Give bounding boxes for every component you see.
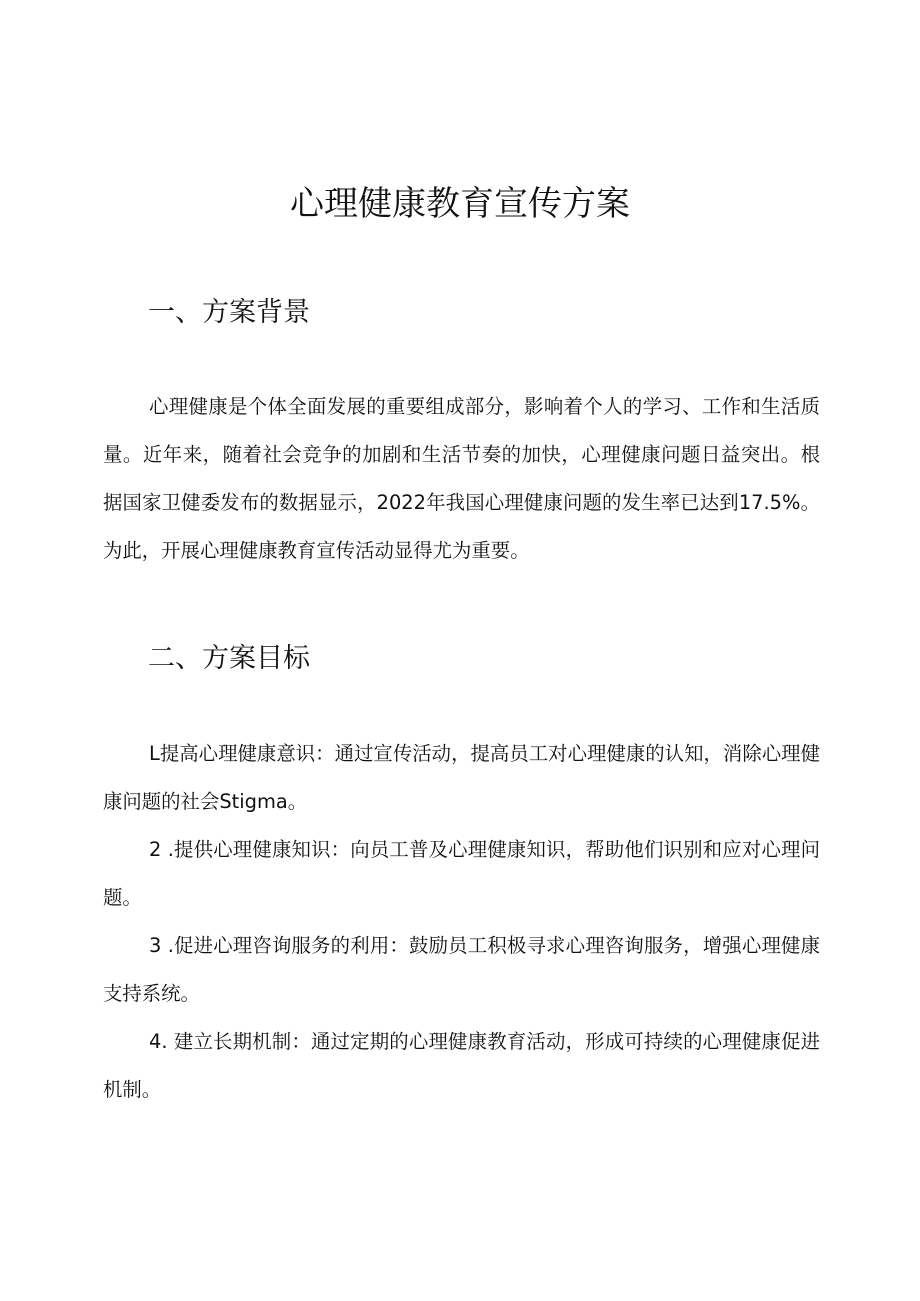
goal-item-4: 4. 建立长期机制：通过定期的心理健康教育活动，形成可持续的心理健康促进机制。 <box>103 1030 820 1101</box>
section-heading-background: 一、方案背景 <box>148 297 310 328</box>
goal-item-2: 2 .提供心理健康知识：向员工普及心理健康知识，帮助他们识别和应对心理问题。 <box>103 838 820 909</box>
document-title: 心理健康教育宣传方案 <box>290 184 630 224</box>
goal-item-1: L提高心理健康意识：通过宣传活动，提高员工对心理健康的认知，消除心理健康问题的社会Stigma。 <box>103 742 820 813</box>
background-paragraph: 心理健康是个体全面发展的重要组成部分，影响着个人的学习、工作和生活质量。近年来，随着社会竞争的加剧和生活节奏的加快，心理健康问题日益突出。根据国家卫健委发布的数据显示，2022年我国心理健康问题的发生率已达到17.5%。为此，开展心理健康教育宣传活动显得尤为重要。 <box>103 395 820 562</box>
goal-item-3: 3 .促进心理咨询服务的利用：鼓励员工积极寻求心理咨询服务，增强心理健康支持系统。 <box>103 934 820 1005</box>
section-heading-goals: 二、方案目标 <box>148 643 310 674</box>
